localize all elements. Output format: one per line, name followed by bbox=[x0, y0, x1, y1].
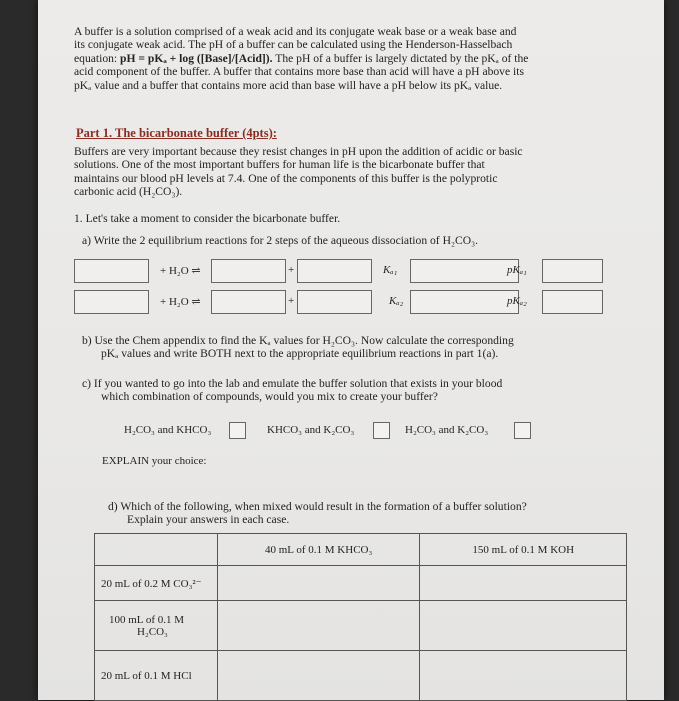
intro-line-3 bbox=[74, 52, 642, 65]
table-row-header-h2co3 bbox=[95, 601, 218, 651]
reaction1-reactant-box[interactable] bbox=[74, 259, 149, 283]
q1b-prompt bbox=[82, 334, 642, 361]
table-row-header-hcl: 20 mL of 0.1 M HCl bbox=[95, 651, 218, 701]
part1-heading: Part 1. The bicarbonate buffer (4pts): bbox=[76, 126, 277, 140]
reaction1-plus: + bbox=[288, 264, 295, 276]
reaction1-water-arrow: + H₂O ⇌ bbox=[160, 265, 201, 277]
q1d-line-2: Explain your answers in each case. bbox=[127, 513, 290, 527]
table-answer-cell[interactable] bbox=[420, 601, 627, 651]
reaction2-product1-box[interactable] bbox=[211, 290, 286, 314]
choice-3-checkbox[interactable] bbox=[514, 422, 531, 439]
explain-label: EXPLAIN your choice: bbox=[102, 455, 207, 467]
intro-line-5: pKₐ value and a buffer that contains more acid than base will have a pH below its pKₐ value. bbox=[74, 78, 503, 92]
table-corner-cell bbox=[95, 534, 218, 566]
reaction1-product2-box[interactable] bbox=[297, 259, 372, 283]
q1c-line-1: c) If you wanted to go into the lab and emulate the buffer solution that exists in your blood bbox=[82, 377, 503, 390]
pka1-input-box[interactable] bbox=[542, 259, 603, 283]
pka2-label: pKₐ₂ bbox=[507, 295, 527, 307]
table-row bbox=[95, 651, 627, 701]
pka1-label: pKₐ₁ bbox=[507, 264, 527, 276]
table-answer-cell[interactable] bbox=[420, 651, 627, 701]
choice-2-checkbox[interactable] bbox=[373, 422, 390, 439]
q1-prompt: 1. Let's take a moment to consider the bicarbonate buffer. bbox=[74, 212, 341, 225]
table-col-header-khco3: 40 mL of 0.1 M KHCO₃ bbox=[217, 534, 420, 566]
intro-line-2: its conjugate weak acid. The pH of a buffer can be calculated using the Henderson-Hasselbach bbox=[74, 38, 513, 52]
reaction2-reactant-box[interactable] bbox=[74, 290, 149, 314]
q1c-line-2: which combination of compounds, would you mix to create your buffer? bbox=[101, 390, 438, 404]
ka1-label: Kₐ₁ bbox=[383, 264, 398, 276]
table-header-row bbox=[95, 534, 627, 566]
part1-paragraph bbox=[74, 145, 642, 199]
ka2-input-box[interactable] bbox=[410, 290, 519, 314]
q1b-line-1: b) Use the Chem appendix to find the Kₐ values for H₂CO₃. Now calculate the corresponding bbox=[82, 334, 514, 347]
table-answer-cell[interactable] bbox=[217, 566, 420, 601]
henderson-hasselbach-equation: pH = pKₐ + log ([Base]/[Acid]). bbox=[120, 51, 273, 65]
ka2-label: Kₐ₂ bbox=[389, 295, 404, 307]
table-row-header-h2co3-line-1: 100 mL of 0.1 M bbox=[109, 613, 185, 626]
choice-1-checkbox[interactable] bbox=[229, 422, 246, 439]
worksheet-page bbox=[38, 0, 664, 700]
ka1-input-box[interactable] bbox=[410, 259, 519, 283]
part1-line-3: maintains our blood pH levels at 7.4. One of the components of this buffer is the polyprotic bbox=[74, 171, 498, 185]
reaction2-water-arrow: + H₂O ⇌ bbox=[160, 296, 201, 308]
pka2-input-box[interactable] bbox=[542, 290, 603, 314]
reaction2-product2-box[interactable] bbox=[297, 290, 372, 314]
choice-3-label: H₂CO₃ and K₂CO₃ bbox=[405, 424, 489, 436]
part1-line-2: solutions. One of the most important buffers for human life is the bicarbonate buffer that bbox=[74, 158, 485, 172]
choice-1-label: H₂CO₃ and KHCO₃ bbox=[124, 424, 212, 436]
q1d-prompt bbox=[108, 500, 648, 527]
q1b-line-2: pKₐ values and write BOTH next to the appropriate equilibrium reactions in part 1(a). bbox=[101, 347, 499, 361]
table-col-header-koh: 150 mL of 0.1 M KOH bbox=[420, 534, 627, 566]
reaction1-product1-box[interactable] bbox=[211, 259, 286, 283]
table-answer-cell[interactable] bbox=[217, 651, 420, 701]
intro-line-3-post: The pH of a buffer is largely dictated by the pKₐ of the bbox=[272, 51, 529, 65]
part1-line-1: Buffers are very important because they resist changes in pH upon the addition of acidic or basic bbox=[74, 145, 523, 158]
table-row-header-h2co3-line-2: H₂CO₃ bbox=[137, 625, 168, 638]
table-row bbox=[95, 566, 627, 601]
q1a-prompt: a) Write the 2 equilibrium reactions for 2 steps of the aqueous dissociation of H₂CO₃. bbox=[82, 234, 479, 247]
table-row-header-carbonate: 20 mL of 0.2 M CO₃²⁻ bbox=[95, 566, 218, 601]
reaction2-plus: + bbox=[288, 295, 295, 307]
table-row bbox=[95, 601, 627, 651]
q1c-prompt bbox=[82, 377, 642, 404]
table-answer-cell[interactable] bbox=[420, 566, 627, 601]
intro-line-4: acid component of the buffer. A buffer that contains more base than acid will have a pH above its bbox=[74, 65, 524, 79]
buffer-mixing-table bbox=[94, 533, 627, 701]
intro-line-1: A buffer is a solution comprised of a weak acid and its conjugate weak base or a weak base and bbox=[74, 25, 517, 38]
intro-line-3-pre: equation: bbox=[74, 51, 121, 65]
intro-paragraph bbox=[74, 25, 642, 92]
choice-2-label: KHCO₃ and K₂CO₃ bbox=[267, 424, 355, 436]
table-answer-cell[interactable] bbox=[217, 601, 420, 651]
q1d-line-1: d) Which of the following, when mixed would result in the formation of a buffer solution? bbox=[108, 500, 527, 513]
part1-line-4: carbonic acid (H₂CO₃). bbox=[74, 185, 183, 199]
